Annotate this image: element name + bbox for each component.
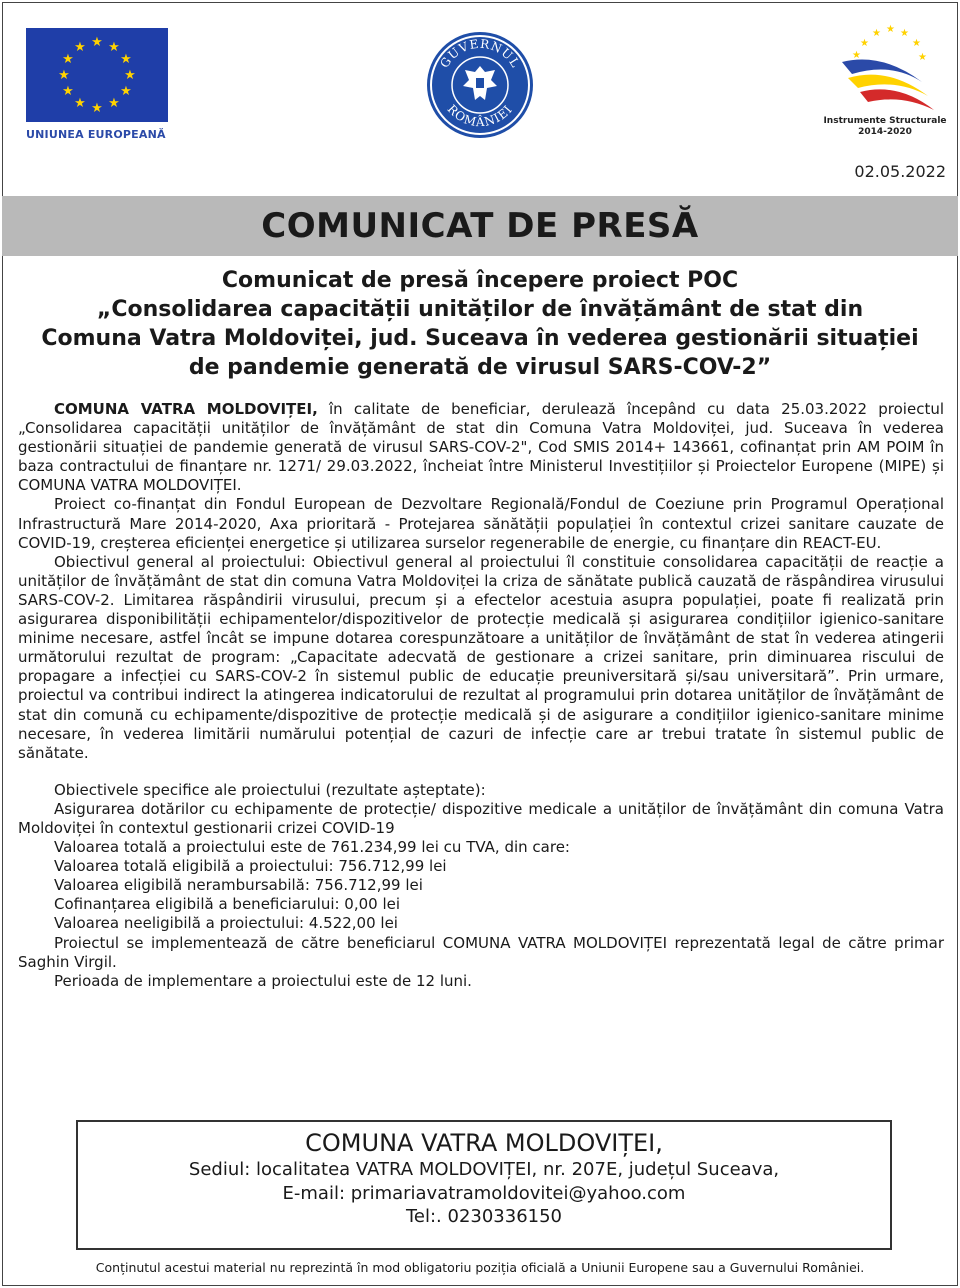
paragraph-nonrefundable: Valoarea eligibilă nerambursabilă: 756.712,99 lei <box>54 876 423 895</box>
paragraph-endowment: Asigurarea dotărilor cu echipamente de protecție/ dispozitive medicale a unităților de învățământ din comuna Vatra Moldoviței în contextul gestionarii crizei COVID-19 <box>18 799 944 837</box>
svg-text:★: ★ <box>62 52 74 67</box>
svg-text:★: ★ <box>108 40 120 55</box>
banner-title: COMUNICAT DE PRESĂ <box>261 206 699 246</box>
paragraph-eligible-value: Valoarea totală eligibilă a proiectului: 756.712,99 lei <box>54 857 447 876</box>
contact-address: Sediul: localitatea VATRA MOLDOVIȚEI, nr. 207E, județul Suceava, <box>188 1159 780 1180</box>
beneficiary-name: COMUNA VATRA MOLDOVIȚEI, <box>54 400 318 418</box>
paragraph-cofinancing: Cofinanțarea eligibilă a beneficiarului: 0,00 lei <box>54 895 401 914</box>
subtitle-line: „Consolidarea capacității unităților de învățământ de stat din <box>96 297 864 322</box>
svg-text:★: ★ <box>860 38 869 49</box>
svg-text:★: ★ <box>91 35 103 50</box>
svg-text:★: ★ <box>120 52 132 67</box>
svg-text:★: ★ <box>918 52 927 63</box>
is-label-line1: Instrumente Structurale <box>823 116 947 126</box>
seal-top-text: GUVERNUL <box>437 36 523 71</box>
subtitle-line: de pandemie generată de virusul SARS-COV-2” <box>188 355 772 380</box>
eu-label: UNIUNEA EUROPEANĂ <box>26 128 166 141</box>
svg-text:★: ★ <box>886 24 895 35</box>
svg-text:★: ★ <box>74 96 86 111</box>
paragraph-duration: Perioada de implementare a proiectului este de 12 luni. <box>54 971 472 990</box>
paragraph-specific-objectives: Obiectivele specifice ale proiectului (rezultate așteptate): <box>54 780 486 799</box>
instrumente-structurale-logo <box>832 22 944 114</box>
contact-email[interactable]: E-mail: primariavatramoldovitei@yahoo.com <box>282 1182 686 1204</box>
press-body <box>18 400 944 991</box>
eu-flag-logo <box>26 28 168 122</box>
beneficiary-text: în calitate de beneficiar, derulează începând cu data 25.03.2022 proiectul „Consolidarea capacității unităților de învățământ de stat din Comuna Vatra Moldoviței, jud. Suceava în vederea gestionării situației de pandemie generată de virusul SARS-COV-2", Cod SMIS 2014+ 143661, cofinanțat prin AM POIM în baza contractului de finanțare nr. 1271/ 29.03.2022, încheiat între Ministerul Investițiilor și Proiectelor Europene (MIPE) și COMUNA VATRA MOLDOVIȚEI. <box>18 400 944 495</box>
svg-text:★: ★ <box>124 68 136 83</box>
paragraph-ineligible: Valoarea neeligibilă a proiectului: 4.522,00 lei <box>54 914 398 933</box>
paragraph-total-value: Valoarea totală a proiectului este de 761.234,99 lei cu TVA, din care: <box>54 838 570 857</box>
press-date: 02.05.2022 <box>854 162 946 181</box>
svg-text:★: ★ <box>62 84 74 99</box>
contact-box <box>76 1120 892 1250</box>
svg-text:★: ★ <box>74 40 86 55</box>
svg-text:★: ★ <box>58 68 70 83</box>
contact-phone: Tel:. 0230336150 <box>405 1206 563 1227</box>
is-label-line2: 2014-2020 <box>858 127 912 137</box>
svg-text:★: ★ <box>120 84 132 99</box>
paragraph-funding: Proiect co-finanțat din Fondul European de Dezvoltare Regională/Fondul de Coeziune prin Programul Operațional Infrastructură Mare 2014-2020, Axa prioritară - Protejarea sănătății populației în contextul crizei sanitare cauzate de COVID-19, creșterea eficienței energetice și utilizarea surselor regenerabile de energie, cu finanțare din REACT-EU. <box>18 495 944 552</box>
government-seal-logo <box>425 30 535 140</box>
svg-text:★: ★ <box>108 96 120 111</box>
seal-bottom-text: ROMÂNIEI <box>444 101 516 130</box>
subtitle-line: Comunicat de presă începere proiect POC <box>221 268 739 293</box>
svg-text:★: ★ <box>912 38 921 49</box>
instrumente-structurale-label <box>815 116 955 138</box>
eu-stars-icon <box>26 28 168 122</box>
svg-text:★: ★ <box>872 28 881 39</box>
paragraph-beneficiary <box>18 400 944 495</box>
press-subtitle <box>20 266 940 382</box>
press-release-banner <box>2 196 958 256</box>
svg-text:★: ★ <box>852 50 861 61</box>
svg-text:★: ★ <box>91 101 103 116</box>
footer-disclaimer: Conținutul acestui material nu reprezintă în mod obligatoriu poziția oficială a Uniunii Europene sau a Guvernului României. <box>95 1260 865 1275</box>
paragraph-implementer: Proiectul se implementează de către beneficiarul COMUNA VATRA MOLDOVIȚEI reprezentată legal de către primar Saghin Virgil. <box>18 933 944 971</box>
svg-text:★: ★ <box>900 28 909 39</box>
contact-title: COMUNA VATRA MOLDOVIȚEI, <box>305 1129 663 1157</box>
subtitle-line: Comuna Vatra Moldoviței, jud. Suceava în vederea gestionării situației <box>41 326 919 351</box>
paragraph-general-objective: Obiectivul general al proiectului: Obiectivul general al proiectului îl constituie consolidarea capacității de reacție a unităților de învățământ de stat din comuna Vatra Moldoviței la criza de sănătate publică cauzată de răspândirea virusului SARS-COV-2. Limitarea răspândirii virusului, precum și a efectelor acestuia asupra populației, poate fi realizată prin asigurarea disponibilității echipamentelor/dispozitivelor de protecție medicală și asigurarea condițiilor igienico-sanitare minime necesare, astfel încât se impune dotarea corespunzătoare a unităților de învățământ de stat în vederea atingerii următorului rezultat de program: „Capacitate adecvată de gestionare a crizei sanitare, prin diminuarea riscului de propagare a infecției cu SARS-COV-2 în sistemul public de educație preuniversitară și/sau universitară”. Prin urmare, proiectul va contribui indirect la atingerea indicatorului de rezultat al programului prin dotarea unităților de învățământ de stat din comună cu echipamente/dispozitive de protecție medicală și de asigurare a condițiilor igienico-sanitare minime necesare, în vederea limitării numărului potențial de cazuri de infecție care ar trebui tratate în sistemul public de sănătate. <box>18 552 944 762</box>
